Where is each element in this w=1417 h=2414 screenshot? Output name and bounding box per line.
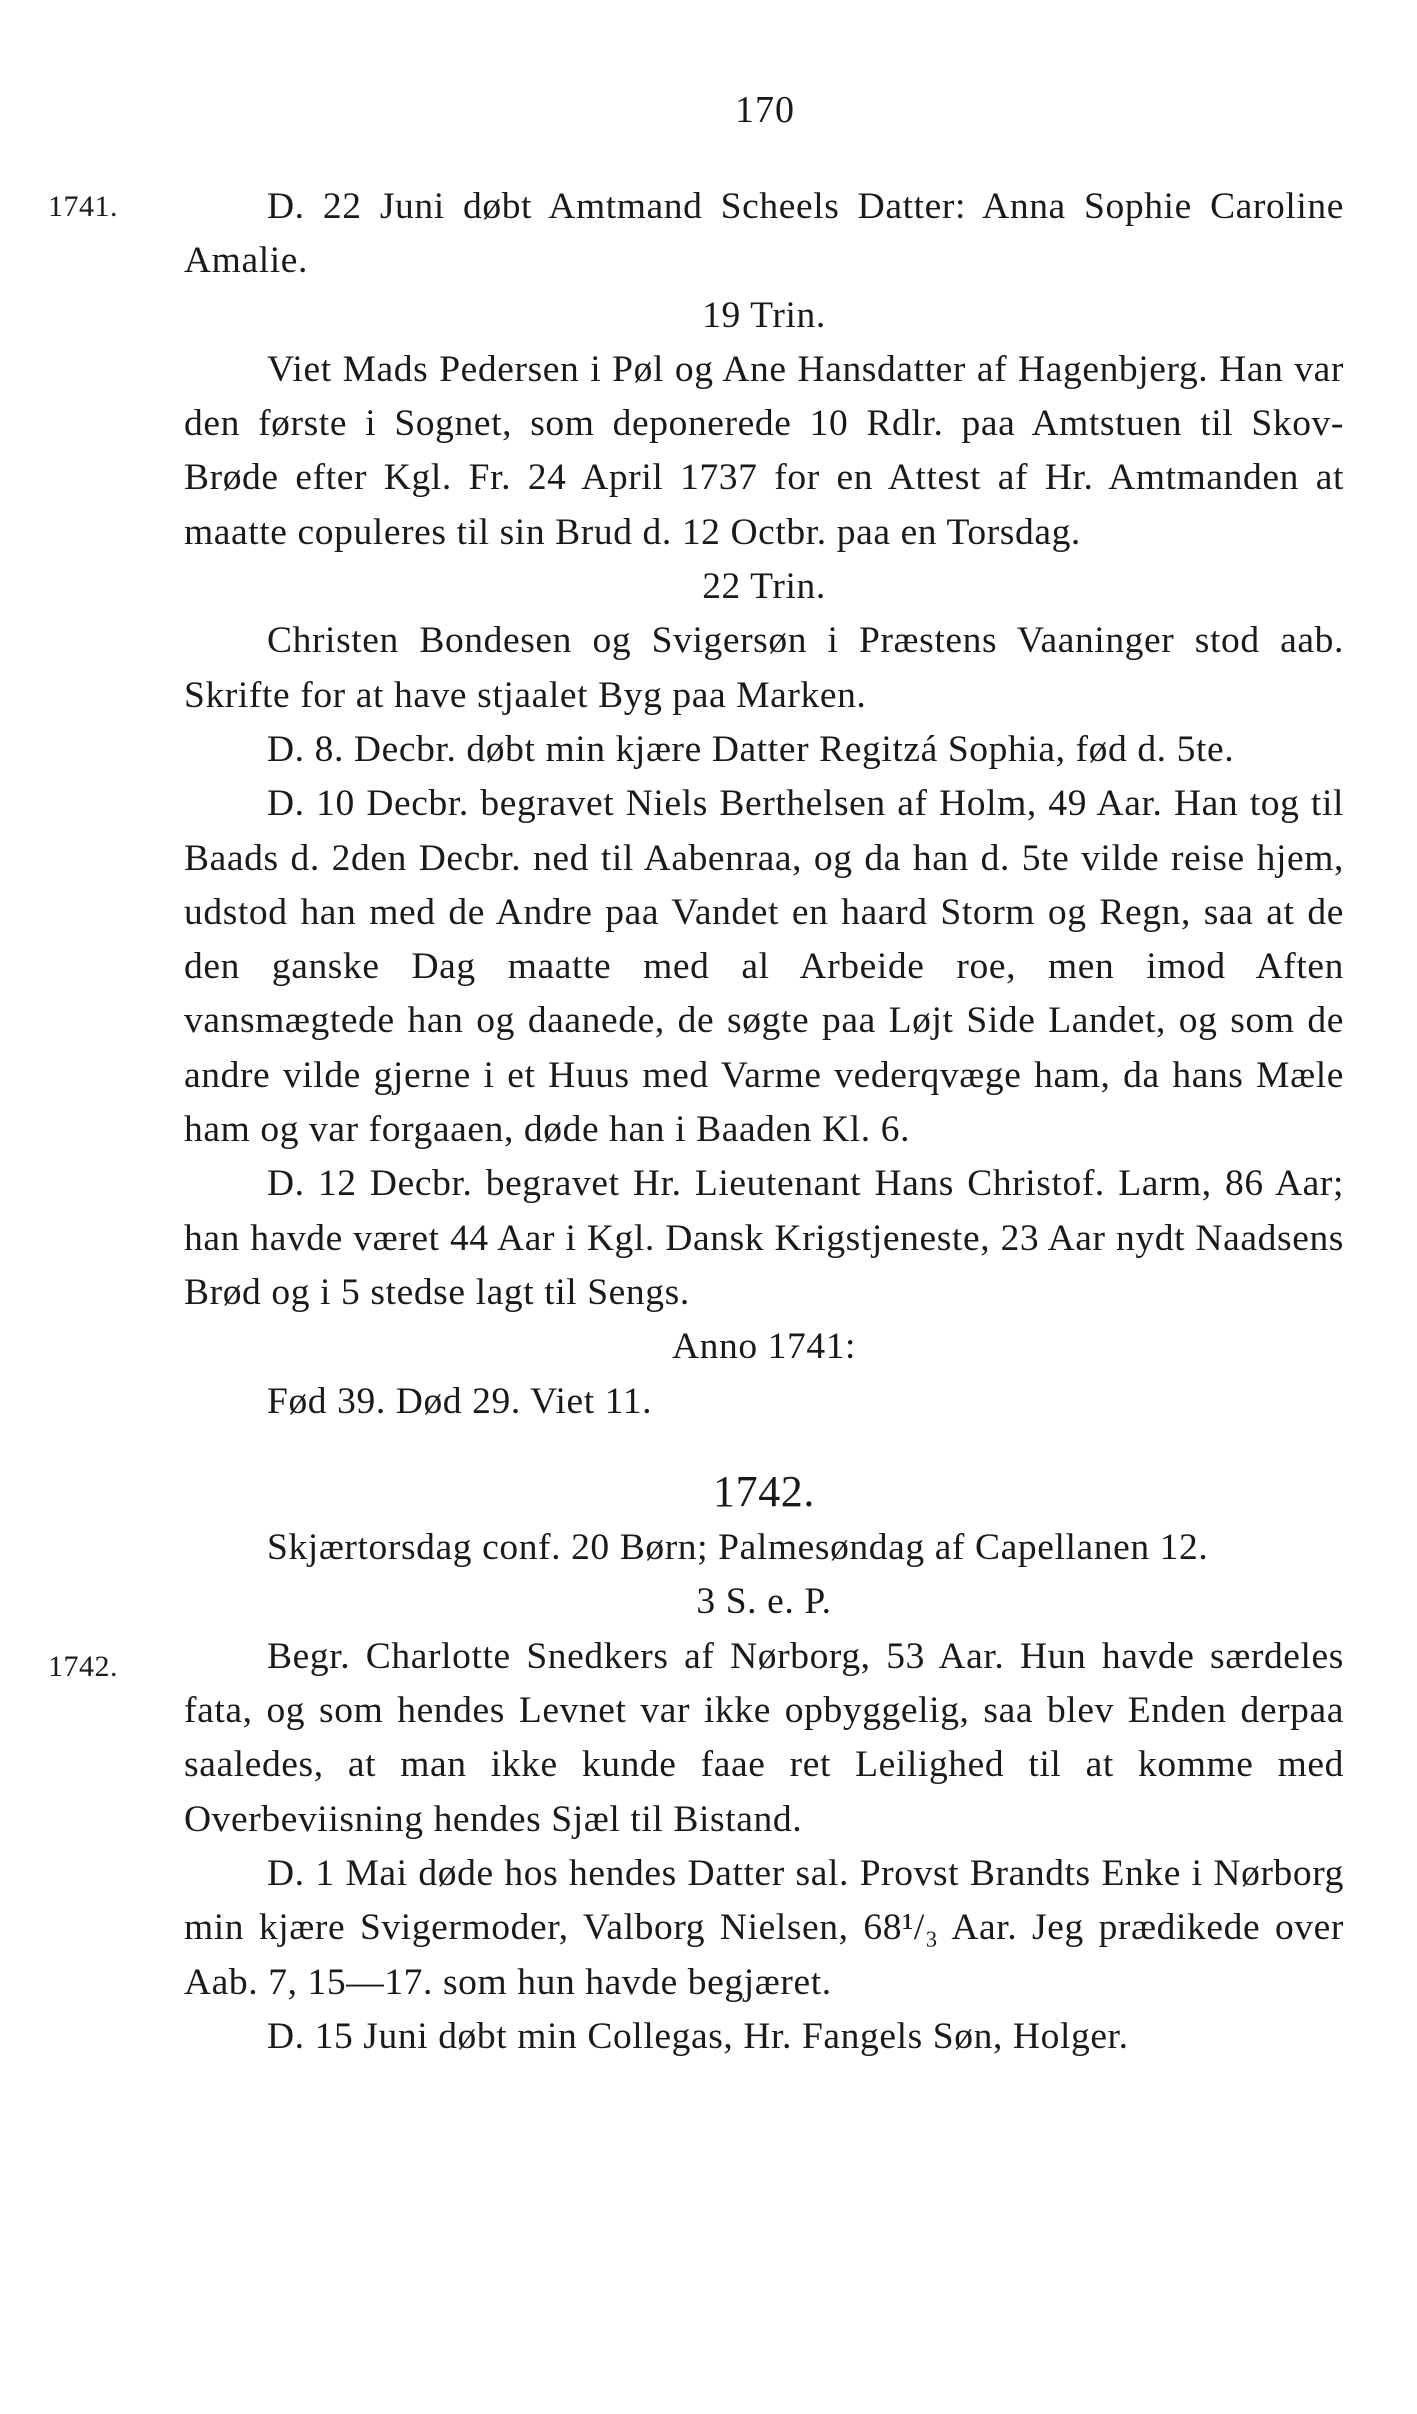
heading-22-trin: 22 Trin.: [702, 566, 826, 608]
paragraph-bondesen: Christen Bondesen og Svigersøn i Præstens Vaaninger stod aab. Skrifte for at have stjaalet Byg paa Marken.: [184, 620, 1344, 716]
paragraph-confirmation: Skjærtorsdag conf. 20 Børn; Palmesøndag af Capellanen 12.: [267, 1527, 1209, 1569]
heading-19-trin: 19 Trin.: [702, 294, 826, 336]
paragraph-marriage-pedersen: Viet Mads Pedersen i Pøl og Ane Hansdatter af Hagenbjerg. Han var den første i Sognet, som deponerede 10 Rdlr. paa Amtstuen til Skov-Brøde efter Kgl. Fr. 24 April 1737 for en Attest af Hr. Amtmanden at maatte copuleres til sin Brud d. 12 Octbr. paa en Torsdag.: [184, 348, 1344, 553]
paragraph-death-nielsen: D. 1 Mai døde hos hendes Datter sal. Provst Brandts Enke i Nørborg min kjære Svigermoder, Valborg Nielsen, 68¹/₃ Aar. Jeg prædikede over Aab. 7, 15—17. som hun havde begjæret.: [184, 1852, 1344, 2003]
margin-year-1742: 1742.: [48, 1650, 118, 1683]
heading-year-1742: 1742.: [713, 1466, 815, 1516]
paragraph-burial-snedkers: Begr. Charlotte Snedkers af Nørborg, 53 Aar. Hun havde særdeles fata, og som hendes Levnet var ikke opbyggelig, saa blev Enden derpaa saaledes, at man ikke kunde faae ret Leilighed til at komme med Overbeviisning hendes Sjæl til Bistand.: [184, 1635, 1344, 1840]
paragraph-baptism-holger: D. 15 Juni døbt min Collegas, Hr. Fangels Søn, Holger.: [267, 2015, 1129, 2057]
paragraph-totals-1741: Fød 39. Død 29. Viet 11.: [267, 1380, 653, 1422]
paragraph-burial-larm: D. 12 Decbr. begravet Hr. Lieutenant Hans Christof. Larm, 86 Aar; han havde været 44 Aar i Kgl. Dansk Krigstjeneste, 23 Aar nydt Naadsens Brød og i 5 stedse lagt til Sengs.: [184, 1163, 1344, 1313]
heading-3-s-e-p: 3 S. e. P.: [696, 1581, 832, 1623]
paragraph-burial-berthelsen: D. 10 Decbr. begravet Niels Berthelsen af Holm, 49 Aar. Han tog til Baads d. 2den Decbr. ned til Aabenraa, og da han d. 5te vilde reise hjem, udstod han med de Andre paa Vandet en haard Storm og Regn, saa at de den ganske Dag maatte med al Arbeide roe, men imod Aften vansmægtede han og daanede, de søgte paa Løjt Side Landet, og som de andre vilde gjerne i et Huus med Varme vederqvæge ham, da hans Mæle ham og var forgaaen, døde han i Baaden Kl. 6.: [184, 783, 1344, 1151]
paragraph-baptism-regitza: D. 8. Decbr. døbt min kjære Datter Regitzá Sophia, fød d. 5te.: [267, 728, 1235, 770]
page-number: 170: [735, 89, 795, 131]
paragraph-baptism-scheel: D. 22 Juni døbt Amtmand Scheels Datter: Anna Sophie Caroline Amalie.: [184, 186, 1344, 282]
heading-anno-1741: Anno 1741:: [671, 1326, 857, 1368]
margin-year-1741: 1741.: [48, 190, 118, 223]
body-text: [184, 180, 1344, 2064]
